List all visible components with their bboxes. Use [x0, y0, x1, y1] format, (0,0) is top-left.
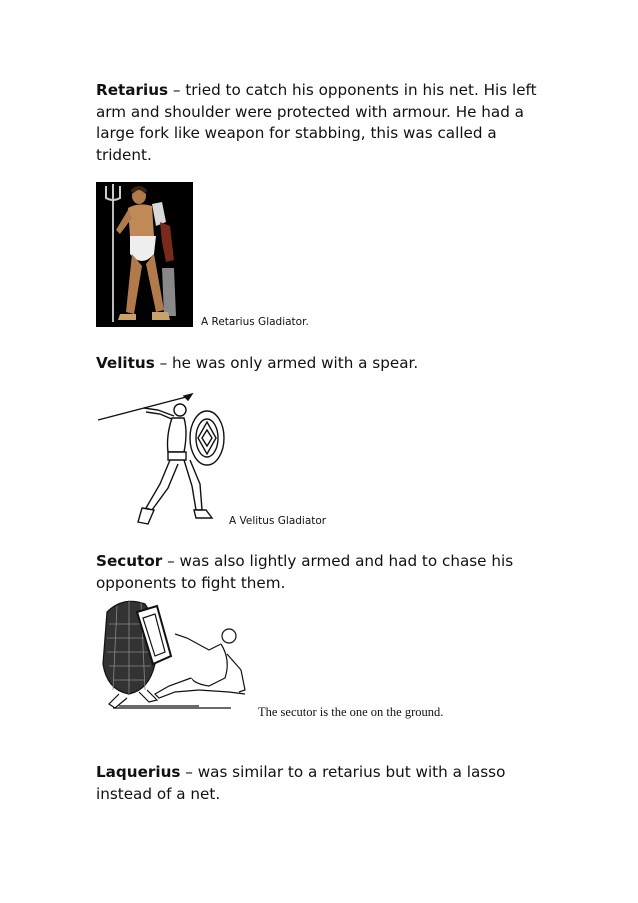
retarius-description: tried to catch his opponents in his net. His left arm and shoulder were protected with armour. He had a large fork like weapon for stabbing, this was called a trident.	[96, 81, 537, 164]
laquerius-description: was similar to a retarius but with a lasso instead of a net.	[96, 763, 506, 803]
laquerius-paragraph	[96, 762, 556, 805]
secutor-caption: The secutor is the one on the ground.	[258, 705, 444, 719]
retarius-gladiator-image	[96, 182, 193, 327]
retarius-paragraph	[96, 80, 556, 166]
dash: –	[154, 354, 172, 372]
velitus-caption: A Velitus Gladiator	[229, 515, 327, 527]
velitus-description: he was only armed with a spear.	[172, 354, 419, 372]
retarius-term: Retarius	[96, 81, 169, 99]
velitus-paragraph	[96, 353, 556, 375]
dash: –	[180, 763, 198, 781]
dash: –	[162, 552, 180, 570]
velitus-term: Velitus	[96, 354, 155, 372]
dash: –	[168, 81, 186, 99]
secutor-description: was also lightly armed and had to chase his opponents to fight them.	[96, 552, 514, 592]
secutor-paragraph	[96, 551, 556, 594]
secutor-gladiator-image	[99, 594, 251, 714]
laquerius-term: Laquerius	[96, 763, 181, 781]
velitus-gladiator-image	[96, 392, 228, 527]
retarius-caption: A Retarius Gladiator.	[201, 316, 309, 328]
secutor-term: Secutor	[96, 552, 163, 570]
